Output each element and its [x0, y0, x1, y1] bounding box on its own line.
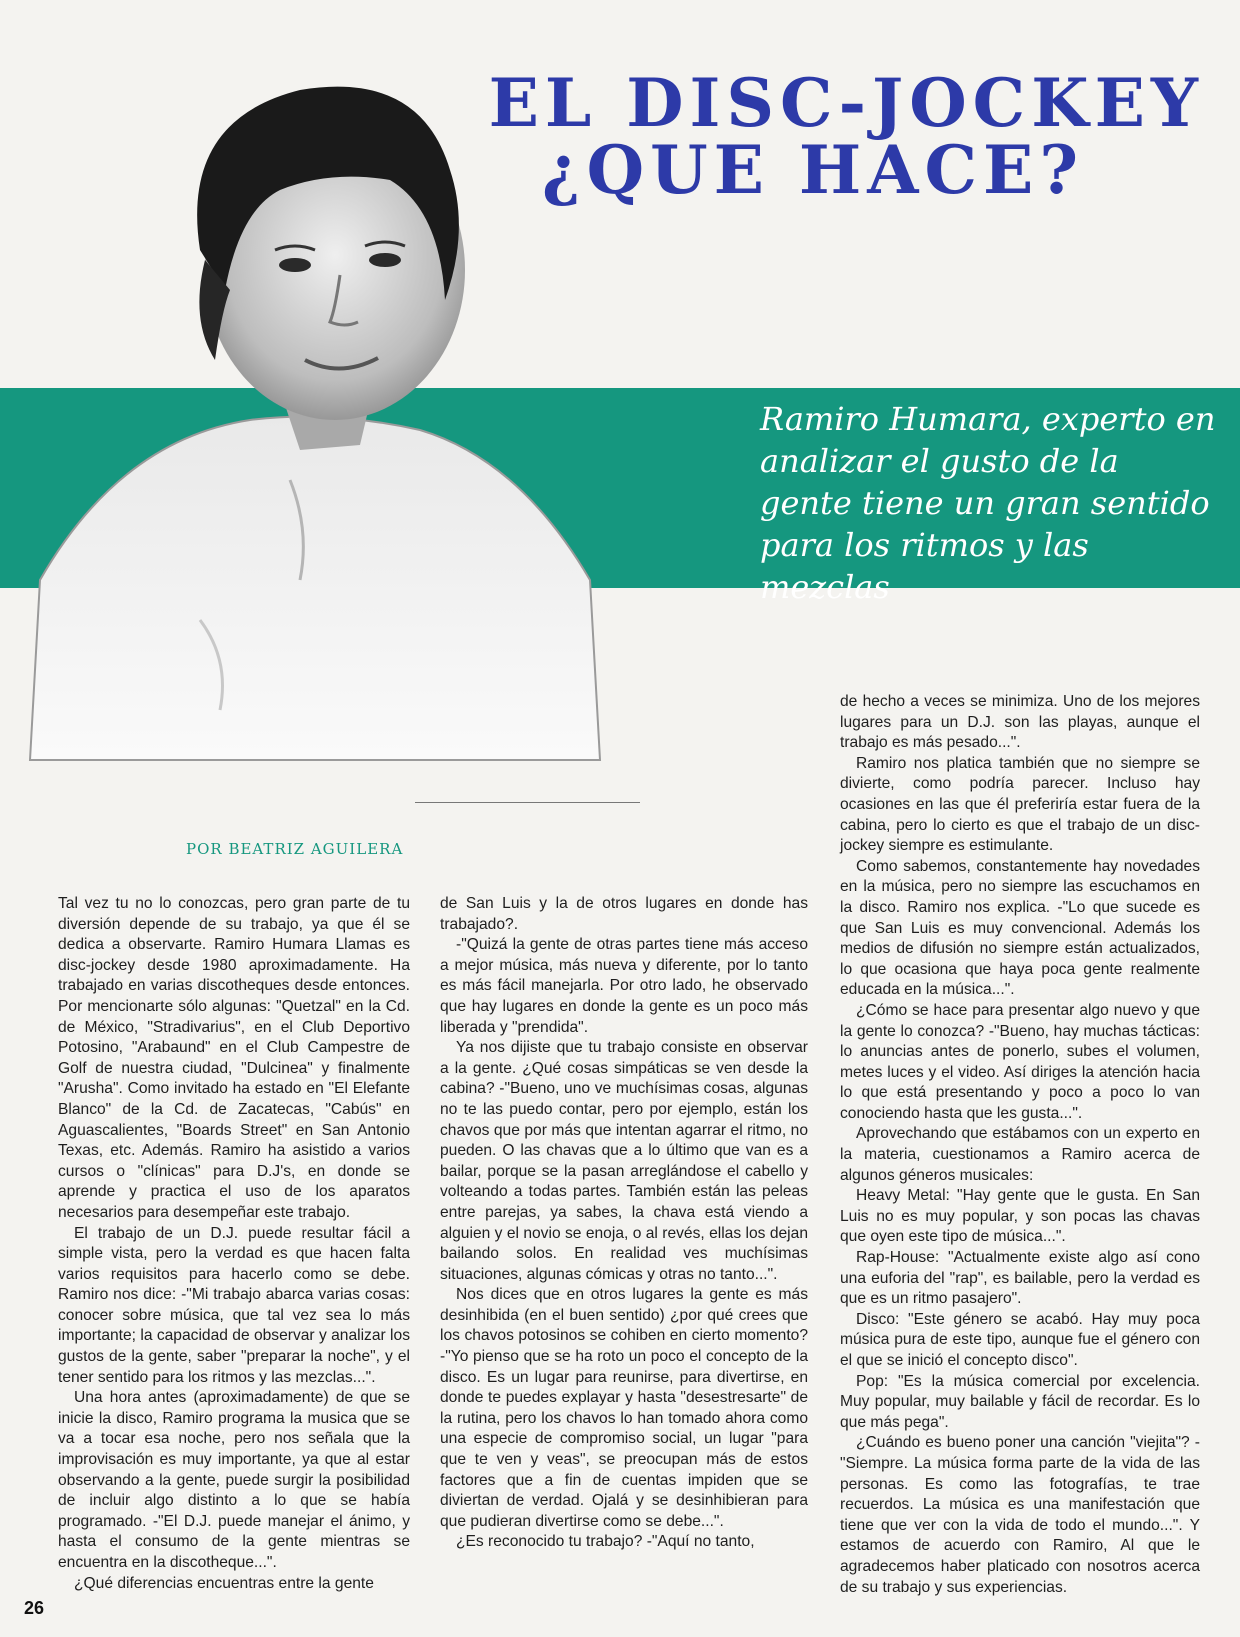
paragraph: Tal vez tu no lo conozcas, pero gran parte de tu diversión depende de su trabajo, ya que él se dedica a observarte. Ramiro Humara Llamas es disc-jockey desde 1980 aproximadamente. Ha trabajado en varias discotheques desde entonces. Por mencionarte sólo algunas: "Quetzal" en la Cd. de México, "Stradivarius", en el Club Deportivo Potosino, "Arabaund" en el Club Campestre de Golf de nuestra ciudad, "Dulcinea" y finalmente "Arusha". Como invitado ha estado en "El Elefante Blanco" de la Cd. de Zacatecas, "Cabús" en Aguascalientes, "Boards Street" en San Antonio Texas, etc. Además. Ramiro ha asistido a varios cursos o "clínicas" para D.J's, en donde se aprende y practica el uso de los aparatos necesarios para desempeñar este trabajo. [58, 895, 410, 1221]
subtitle-deck: Ramiro Humara, experto en analizar el gusto de la gente tiene un gran sentido para los ritmos y las mezclas [760, 400, 1216, 606]
byline: POR BEATRIZ AGUILERA [186, 840, 404, 858]
text-column-1 [58, 894, 410, 1594]
paragraph: Como sabemos, constantemente hay novedades en la música, pero no siempre las escuchamos en la disco. Ramiro nos explica. -"Lo que sucede es que San Luis es muy convencional. Además los medios de difusión no siempre están actualizados, lo que ocasiona que haya poca gente realmente educada en la música...". [840, 857, 1200, 999]
title-line-1: EL DISC-JOCKEY [488, 64, 1204, 142]
paragraph: Ya nos dijiste que tu trabajo consiste en observar a la gente. ¿Qué cosas simpáticas se ven desde la cabina? -"Bueno, uno ve muchísimas cosas, algunas no te las puedo contar, pero por ejemplo, están los chavos que por más que intentan agarrar el ritmo, no pueden. O las chavas que a lo último que van es a bailar, porque se la pasan arreglándose el cabello y volteando a todas partes. También están las peleas entre parejas, ya sabes, la chava está viendo a alguien y el novio se enoja, o al revés, ellas los dejan bailando solos. En realidad ves muchísimas situaciones, algunas cómicas y otras no tanto...". [440, 1039, 808, 1283]
paragraph: de San Luis y la de otros lugares en donde has trabajado?. [440, 895, 808, 933]
paragraph: Ramiro nos platica también que no siempre se divierte, como podría parecer. Incluso hay ocasiones en las que él preferiría estar fuera de la cabina, pero lo cierto es que el trabajo de un disc-jockey siempre es estimulante. [840, 754, 1200, 855]
paragraph: ¿Es reconocido tu trabajo? -"Aquí no tanto, [456, 1533, 755, 1551]
divider-rule [415, 802, 640, 803]
paragraph: Pop: "Es la música comercial por excelencia. Muy popular, muy bailable y fácil de recordar. Es lo que más pega". [840, 1372, 1200, 1431]
paragraph: ¿Cuándo es bueno poner una canción "viejita"? -"Siempre. La música forma parte de la vida de las personas. Es como las fotografías, te trae recuerdos. La música es una manifestación que tiene que ver con la vida de todo el mundo...". Y estamos de acuerdo con Ramiro, Al que le agradecemos haber platicado con nosotros acerca de su trabajo y sus experiencias. [840, 1434, 1200, 1596]
page-number: 26 [24, 1598, 45, 1618]
text-column-3 [840, 692, 1200, 1598]
text-column-2 [440, 894, 808, 1553]
paragraph: Una hora antes (aproximadamente) de que se inicie la disco, Ramiro programa la musica que se va a tocar esa noche, pero nos señala que la improvisación es muy importante, ya que al estar observando a la gente, puede surgir la posibilidad de incluir algo distinto a lo que se había programado. -"El D.J. puede manejar el ánimo, y hasta el consumo de la gente mientras se encuentra en la discotheque...". [58, 1389, 410, 1571]
paragraph: -"Quizá la gente de otras partes tiene más acceso a mejor música, más nueva y diferente, por lo tanto es más fácil manejarla. Por otro lado, he observado que hay lugares en donde la gente es un poco más liberada y "prendida". [440, 936, 808, 1036]
paragraph: de hecho a veces se minimiza. Uno de los mejores lugares para un D.J. son las playas, aunque el trabajo es más pesado...". [840, 693, 1200, 752]
paragraph: Nos dices que en otros lugares la gente es más desinhibida (en el buen sentido) ¿por qué crees que los chavos potosinos se cohiben en cierto momento? -"Yo pienso que se ha roto un poco el concepto de la disco. Es un lugar para reunirse, para divertirse, en donde te puedes explayar y hasta "desestresarte" de la rutina, pero los chavos lo han tomado ahora como una especie de compromiso social, un lugar "para que te ven y veas", se preocupan más de estos factores que a fin de cuentas impiden que se diviertan de verdad. Ojalá y se desinhibieran para que pudieran divertirse como se debe...". [440, 1286, 808, 1530]
paragraph: Rap-House: "Actualmente existe algo así cono una euforia del "rap", es bailable, pero la verdad es que es un ritmo pasajero". [840, 1249, 1200, 1308]
paragraph: Aprovechando que estábamos con un experto en la materia, cuestionamos a Ramiro acerca de algunos géneros musicales: [840, 1125, 1200, 1184]
paragraph: Disco: "Este género se acabó. Hay muy poca música pura de este tipo, aunque fue el género con el que se inició el concepto disco". [840, 1310, 1200, 1369]
paragraph: Heavy Metal: "Hay gente que le gusta. En San Luis no es muy popular, y son pocas las chavas que oyen este tipo de música...". [840, 1187, 1200, 1246]
article-title [484, 64, 1204, 210]
paragraph: ¿Qué diferencias encuentras entre la gente [74, 1574, 374, 1592]
title-line-2: ¿QUE HACE? [541, 131, 1084, 210]
paragraph: El trabajo de un D.J. puede resultar fácil a simple vista, pero la verdad es que hacen falta varios requisitos para hacerlo como se debe. Ramiro nos dice: -"Mi trabajo abarca varias cosas: conocer sobre música, que tal vez sea lo más importante; la capacidad de observar y analizar los gustos de la gente, saber "preparar la noche", y el tener sentido para los ritmos y las mezclas...". [58, 1224, 410, 1386]
paragraph: ¿Cómo se hace para presentar algo nuevo y que la gente lo conozca? -"Bueno, hay muchas tácticas: lo anuncias antes de ponerlo, subes el volumen, metes luces y el video. Así diriges la atención hacia lo que está presentando y poco a poco lo van conociendo hasta que les gusta...". [840, 1001, 1200, 1122]
